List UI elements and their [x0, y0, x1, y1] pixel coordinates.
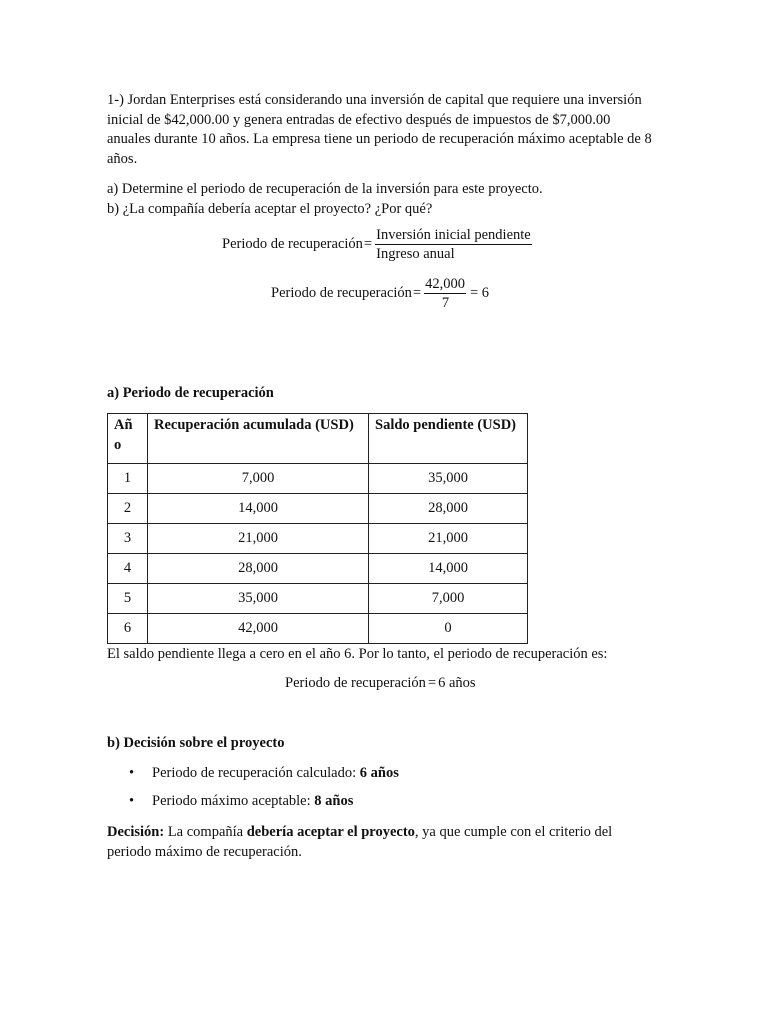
payback-calculation	[271, 276, 489, 312]
bullet-label: Periodo máximo aceptable:	[152, 793, 315, 809]
decision-paragraph	[107, 823, 647, 862]
conclusion-text: El saldo pendiente llega a cero en el año 6. Por lo tanto, el periodo de recuperación es:	[107, 646, 608, 662]
equals-sign: =	[427, 675, 437, 691]
cell-year: 4	[108, 554, 148, 584]
cell-balance: 35,000	[369, 464, 528, 494]
decision-label: Decisión:	[107, 824, 165, 840]
table-row	[108, 464, 528, 494]
problem-statement: 1-) Jordan Enterprises está considerando una inversión de capital que requiere una inversión inicial de $42,000.00 y genera entradas de efectivo después de impuestos de $7,000.00 anuales durante 10 años. La empresa tiene un periodo de recuperación máximo aceptable de 8 años.	[107, 92, 652, 167]
table-body	[108, 464, 528, 644]
calc-fraction	[424, 276, 466, 312]
questions	[107, 180, 652, 219]
cell-year: 3	[108, 524, 148, 554]
equals-sign: =	[412, 285, 422, 302]
table-row	[108, 554, 528, 584]
cell-cumulative: 14,000	[148, 494, 369, 524]
header-balance: Saldo pendiente (USD)	[369, 414, 528, 464]
cell-cumulative: 42,000	[148, 614, 369, 644]
calc-numerator: 42,000	[425, 276, 465, 292]
bullet-item-maximum	[107, 792, 399, 820]
cell-year: 5	[108, 584, 148, 614]
table-row	[108, 524, 528, 554]
result-lhs: Periodo de recuperación	[285, 675, 426, 691]
question-b: b) ¿La compañía debería aceptar el proyecto? ¿Por qué?	[107, 200, 433, 217]
calc-result: = 6	[469, 285, 490, 302]
section-b-heading: b) Decisión sobre el proyecto	[107, 735, 285, 751]
result-formula	[285, 674, 476, 694]
formula-numerator: Inversión inicial pendiente	[376, 227, 531, 243]
bullet-value: 6 años	[359, 765, 399, 781]
table-row	[108, 494, 528, 524]
decision-text-2: , ya que cumple con el criterio del periodo máximo de recuperación.	[107, 824, 613, 860]
section-a-heading: a) Periodo de recuperación	[107, 385, 274, 401]
cell-balance: 21,000	[369, 524, 528, 554]
bullet-value: 8 años	[314, 793, 354, 809]
cell-cumulative: 7,000	[148, 464, 369, 494]
header-year	[108, 414, 148, 464]
question-a: a) Determine el periodo de recuperación de la inversión para este proyecto.	[107, 181, 543, 197]
table-header-row	[108, 414, 528, 464]
formula-lhs: Periodo de recuperación	[222, 236, 363, 253]
cell-balance: 28,000	[369, 494, 528, 524]
header-year-label: Añ o	[114, 417, 133, 453]
cell-balance: 7,000	[369, 584, 528, 614]
table-row	[108, 614, 528, 644]
cell-balance: 0	[369, 614, 528, 644]
payback-table	[107, 413, 528, 644]
decision-text-1: La compañía	[164, 824, 247, 840]
formula-denominator: Ingreso anual	[376, 246, 455, 262]
result-rhs: 6 años	[438, 675, 476, 691]
decision-bullets	[107, 764, 399, 820]
cell-year: 6	[108, 614, 148, 644]
table-row	[108, 584, 528, 614]
decision-bold: debería aceptar el proyecto	[246, 824, 415, 840]
cell-year: 2	[108, 494, 148, 524]
cell-cumulative: 28,000	[148, 554, 369, 584]
bullet-label: Periodo de recuperación calculado:	[152, 765, 360, 781]
bullet-item-calculated	[107, 764, 399, 792]
payback-formula	[222, 227, 534, 263]
formula-fraction	[375, 227, 532, 263]
header-cumulative: Recuperación acumulada (USD)	[148, 414, 369, 464]
calc-lhs: Periodo de recuperación	[271, 285, 412, 302]
cell-cumulative: 21,000	[148, 524, 369, 554]
cell-balance: 14,000	[369, 554, 528, 584]
calc-denominator: 7	[441, 295, 450, 311]
cell-year: 1	[108, 464, 148, 494]
cell-cumulative: 35,000	[148, 584, 369, 614]
equals-sign: =	[363, 236, 373, 253]
